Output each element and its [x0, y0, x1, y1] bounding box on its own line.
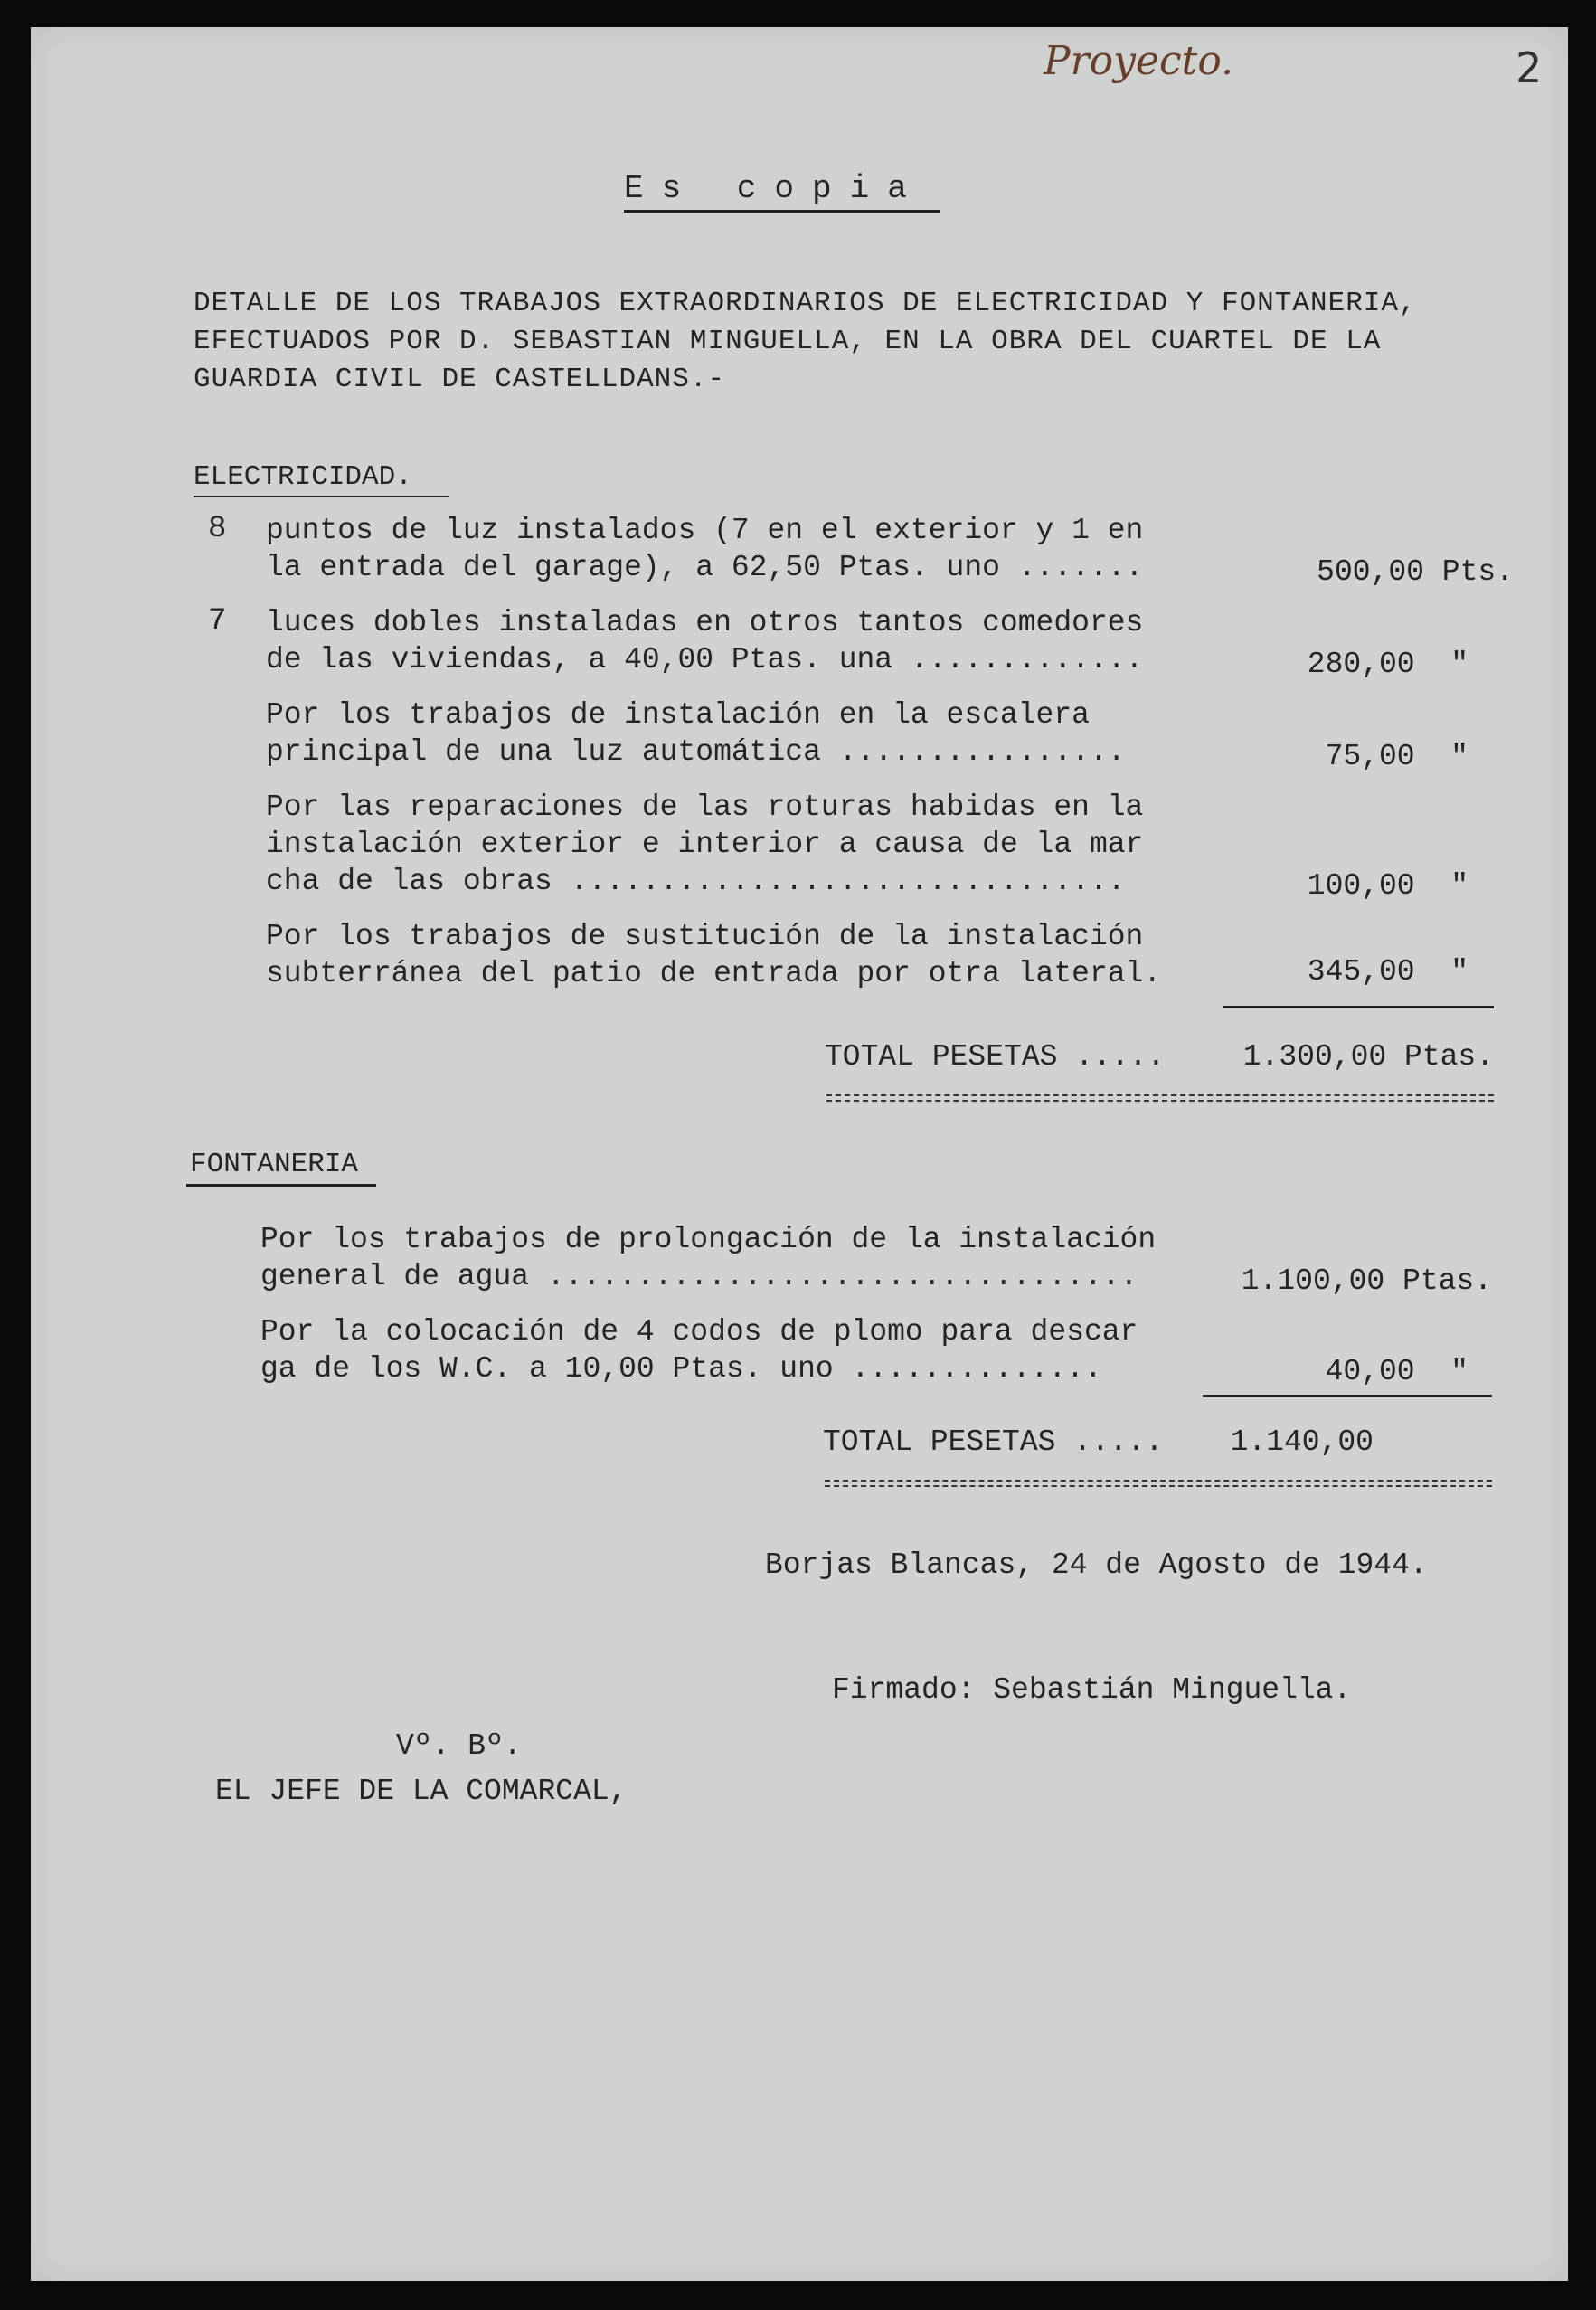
heading-line-1: DETALLE DE LOS TRABAJOS EXTRAORDINARIOS DE ELECTRICIDAD Y FONTANERIA, — [194, 288, 1417, 319]
item-text-line: ga de los W.C. a 10,00 Ptas. uno .............. — [260, 1352, 1102, 1386]
signed-by: Firmado: Sebastián Minguella. — [832, 1673, 1352, 1707]
item-amount: 40,00 " — [1325, 1355, 1469, 1388]
vobo: Vº. Bº. — [396, 1729, 522, 1763]
heading-line-3: GUARDIA CIVIL DE CASTELLDANS.- — [194, 364, 726, 395]
handwritten-note: Proyecto. — [1044, 38, 1234, 84]
item-amount: 345,00 " — [1307, 955, 1469, 989]
item-amount: 100,00 " — [1307, 869, 1469, 903]
section-heading-electricidad: ELECTRICIDAD. — [194, 461, 412, 493]
item-amount: 500,00 Pts. — [1317, 555, 1514, 589]
item-text-line: Por los trabajos de prolongación de la instalación — [260, 1223, 1157, 1256]
item-amount: 75,00 " — [1325, 740, 1469, 773]
item-text-line: principal de una luz automática ................ — [266, 735, 1126, 769]
document-title: Es copia — [624, 170, 925, 207]
total-double-rule — [826, 1094, 1494, 1102]
item-qty: 8 — [208, 512, 227, 546]
electricidad-underline — [194, 496, 449, 497]
total-double-rule — [825, 1480, 1492, 1487]
item-qty: 7 — [208, 604, 227, 639]
item-text-line: Por la colocación de 4 codos de plomo para descar — [260, 1315, 1138, 1349]
place-date: Borjas Blancas, 24 de Agosto de 1944. — [765, 1548, 1428, 1582]
page-number: 2 — [1516, 43, 1543, 92]
item-text-line: luces dobles instaladas en otros tantos comedores — [266, 606, 1144, 639]
total-label: TOTAL PESETAS ..... — [825, 1040, 1166, 1074]
item-text-line: Por los trabajos de instalación en la escalera — [266, 698, 1090, 732]
document-sheet — [31, 27, 1568, 2281]
item-text-line: de las viviendas, a 40,00 Ptas. una ............. — [266, 643, 1144, 677]
subtotal-rule — [1203, 1395, 1492, 1397]
total-label: TOTAL PESETAS ..... — [823, 1425, 1164, 1459]
item-text-line: general de agua ................................. — [260, 1260, 1138, 1293]
item-text-line: Por los trabajos de sustitución de la instalación — [266, 920, 1144, 953]
total-value: 1.300,00 Ptas. — [1242, 1040, 1494, 1074]
item-text-line: subterránea del patio de entrada por otra lateral. — [266, 957, 1162, 990]
subtotal-rule — [1223, 1006, 1494, 1008]
item-text-line: puntos de luz instalados (7 en el exterior y 1 en — [266, 514, 1144, 547]
item-amount: 1.100,00 Ptas. — [1241, 1264, 1492, 1298]
jefe-comarcal: EL JEFE DE LA COMARCAL, — [215, 1775, 628, 1808]
title-underline — [624, 210, 940, 213]
fontaneria-underline — [186, 1184, 376, 1187]
item-amount: 280,00 " — [1307, 648, 1469, 681]
item-text-line: instalación exterior e interior a causa de la mar — [266, 828, 1144, 861]
item-text-line: Por las reparaciones de las roturas habidas en la — [266, 791, 1144, 824]
section-heading-fontaneria: FONTANERIA — [190, 1149, 359, 1180]
total-value: 1.140,00 — [1230, 1425, 1374, 1459]
item-text-line: la entrada del garage), a 62,50 Ptas. uno ....... — [266, 551, 1144, 584]
item-text-line: cha de las obras ............................... — [266, 865, 1126, 898]
heading-line-2: EFECTUADOS POR D. SEBASTIAN MINGUELLA, EN LA OBRA DEL CUARTEL DE LA — [194, 326, 1382, 357]
